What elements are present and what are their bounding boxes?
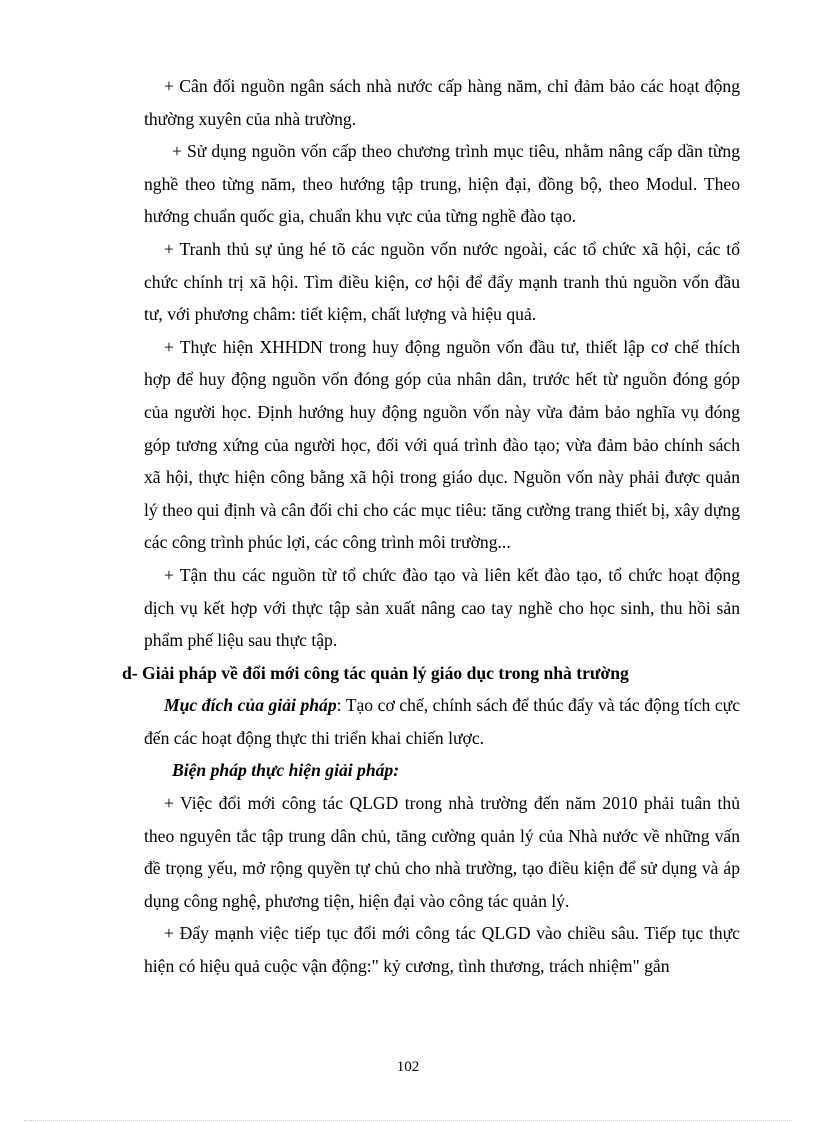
paragraph-purpose — [144, 689, 740, 754]
paragraph-measures-label — [144, 754, 740, 787]
paragraph-measure-2: + Đẩy mạnh việc tiếp tục đổi mới công tác QLGD vào chiều sâu. Tiếp tục thực hiện có hiệu quả cuộc vận động:" kỷ cương, tình thương, trách nhiệm" gắn — [144, 923, 740, 977]
section-heading: d- Giải pháp về đổi mới công tác quản lý giáo dục trong nhà trường — [122, 662, 629, 683]
paragraph-target-program-funds: + Sử dụng nguồn vốn cấp theo chương trình mục tiêu, nhằm nâng cấp dần từng nghề theo từng năm, theo hướng tập trung, hiện đại, đồng bộ, theo Modul. Theo hướng chuẩn quốc gia, chuẩn khu vực của từng nghề đào tạo. — [144, 141, 740, 227]
paragraph-service-revenue: + Tận thu các nguồn từ tổ chức đào tạo và liên kết đào tạo, tổ chức hoạt động dịch vụ kết hợp với thực tập sản xuất nâng cao tay nghề cho học sinh, thu hồi sản phẩm phế liệu sau thực tập. — [144, 564, 740, 651]
purpose-label: Mục đích của giải pháp — [164, 695, 337, 716]
paragraph-foreign-support: + Tranh thủ sự ủng hé tõ các nguồn vốn nước ngoài, các tổ chức xã hội, các tổ chức chính trị xã hội. Tìm điều kiện, cơ hội để đẩy mạnh tranh thủ nguồn vốn đầu tư, với phương châm: tiết kiệm, chất lượng và hiệu quả. — [144, 238, 740, 325]
page-number: 102 — [396, 1059, 420, 1075]
paragraph-budget-balance: + Cân đối nguồn ngân sách nhà nước cấp hàng năm, chỉ đảm bảo các hoạt động thường xuyên của nhà trường. — [144, 76, 740, 129]
page-bottom-divider — [24, 1120, 792, 1121]
purpose-text: : Tạo cơ chế, chính sách để thúc đẩy và tác động tích cực đến các hoạt động thực thi triển khai chiến lược. — [144, 695, 741, 748]
paragraph-measure-1: + Việc đổi mới công tác QLGD trong nhà trường đến năm 2010 phải tuân thủ theo nguyên tắc tập trung dân chủ, tăng cường quản lý của Nhà nước về những vấn đề trọng yếu, mở rộng quyền tự chủ cho nhà trường, tạo điều kiện để sử dụng và áp dụng công nghệ, phương tiện, hiện đại vào công tác quản lý. — [144, 793, 740, 911]
measures-label: Biện pháp thực hiện giải pháp: — [172, 760, 400, 781]
paragraph-socialization-funding: + Thực hiện XHHDN trong huy động nguồn vốn đầu tư, thiết lập cơ chế thích hợp để huy động nguồn vốn đóng góp của nhân dân, trước hết từ nguồn đóng góp của người học. Định hướng huy động nguồn vốn này vừa đảm bảo nghĩa vụ đóng góp tương xứng của người học, đối với quá trình đào tạo; vừa đảm bảo chính sách xã hội, thực hiện công bằng xã hội trong giáo dục. Nguồn vốn này phải được quản lý theo qui định và cân đối chi cho các mục tiêu: tăng cường trang thiết bị, xây dựng các công trình phúc lợi, các công trình môi trường... — [144, 336, 740, 553]
body-text — [122, 70, 741, 983]
